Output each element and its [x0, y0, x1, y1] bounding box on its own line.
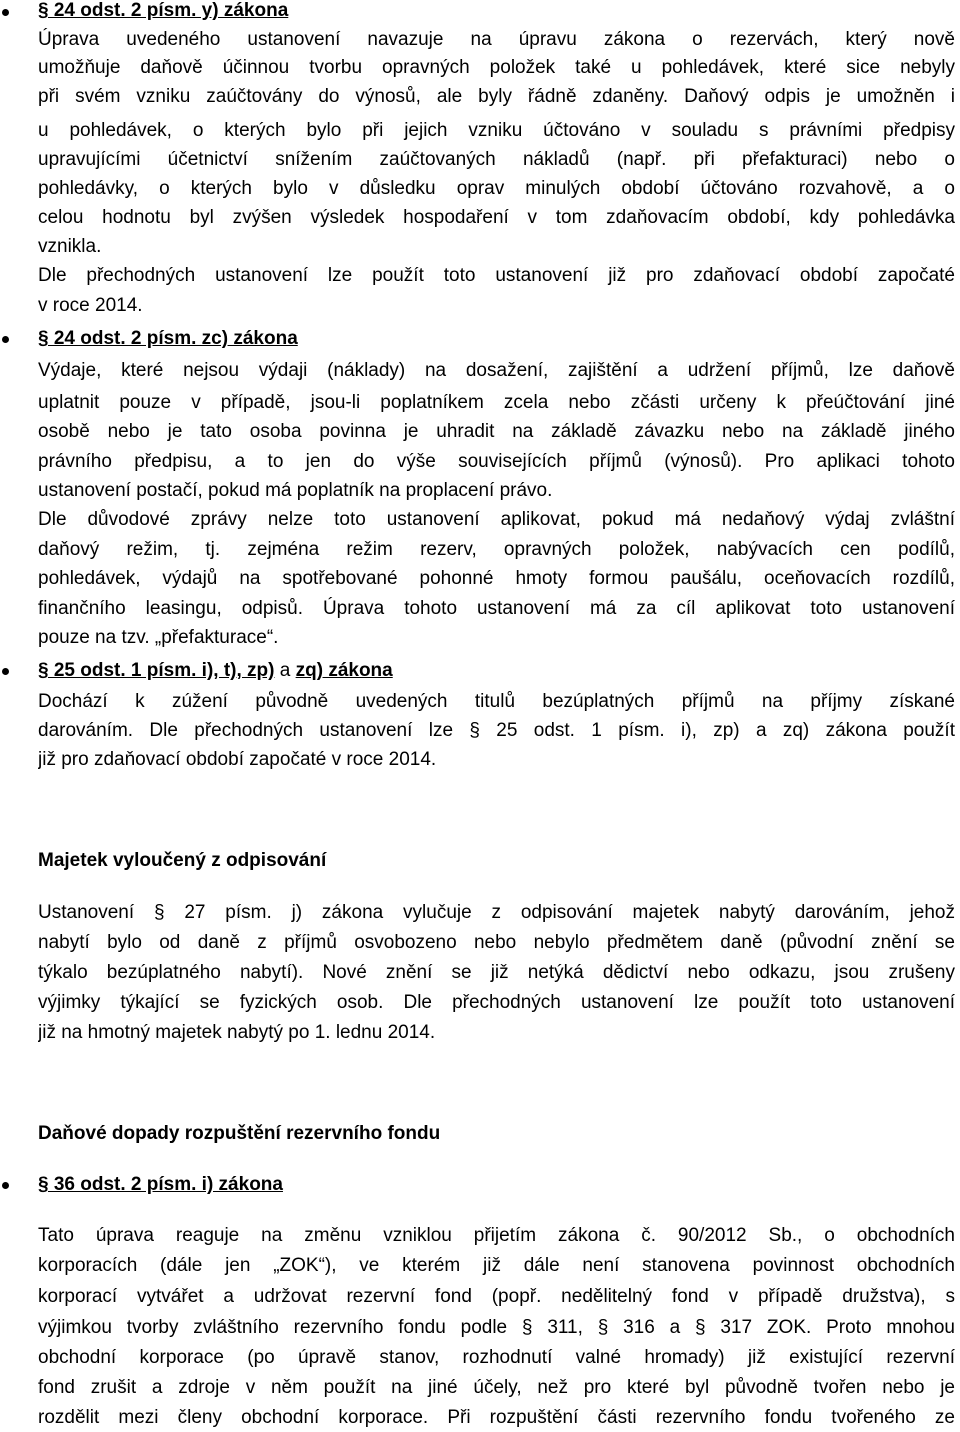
item-heading-24-zc: § 24 odst. 2 písm. zc) zákona	[38, 328, 298, 349]
paragraph-line: Ustanovení § 27 písm. j) zákona vylučuje z odpisování majetek nabytý darováním, jehož	[38, 902, 955, 923]
paragraph-line: výjimky týkající se fyzických osob. Dle přechodných ustanovení lze použít toto ustanovení	[38, 992, 955, 1013]
paragraph-line: fond zrušit a zdroje v něm použít na jiné účely, než pro které byl původně tvořen nebo je	[38, 1377, 955, 1398]
paragraph-line: daňový režim, tj. zejména režim rezerv, opravných položek, nabývacích cen podílů,	[38, 539, 955, 560]
paragraph-line: při svém vzniku zaúčtovány do výnosů, ale byly řádně zdaněny. Daňový odpis je umožněn i	[38, 86, 955, 107]
paragraph-line: Dle důvodové zprávy nelze toto ustanovení aplikovat, pokud má nedaňový výdaj zvláštní	[38, 509, 955, 530]
paragraph-line: nabytí bylo od daně z příjmů osvobozeno nebo nebylo předmětem daně (původní znění se	[38, 932, 955, 953]
paragraph-line: týkalo bezúplatného nabytí). Nové znění se již netýká dědictví nebo odkazu, jsou zrušeny	[38, 962, 955, 983]
paragraph-line: Výdaje, které nejsou výdaji (náklady) na dosažení, zajištění a udržení příjmů, lze daňově	[38, 360, 955, 381]
paragraph-line: pohledávky, o kterých bylo v důsledku oprav minulých období účtováno rozvahově, a o	[38, 178, 955, 199]
paragraph-line: obchodní korporace (po úpravě stanov, rozhodnutí valné hromady) již existující rezervní	[38, 1347, 955, 1368]
paragraph-line: rozdělit mezi členy obchodní korporace. Při rozpuštění části rezervního fondu tvořeného ze	[38, 1407, 955, 1428]
paragraph-line: Dle přechodných ustanovení lze použít toto ustanovení již pro zdaňovací období započaté	[38, 265, 955, 286]
paragraph-line: celou hodnotu byl zvýšen výsledek hospodaření v tom zdaňovacím období, kdy pohledávka	[38, 207, 955, 228]
paragraph-line: Úprava uvedeného ustanovení navazuje na úpravu zákona o rezervách, který nově	[38, 29, 955, 50]
paragraph-line: již na hmotný majetek nabytý po 1. lednu 2014.	[38, 1022, 436, 1043]
paragraph-line: korporací vytvářet a udržovat rezervní fond (popř. nedělitelný fond v případě družstva), s	[38, 1286, 955, 1307]
paragraph-line: u pohledávek, o kterých bylo při jejich vzniku účtováno v souladu s právními předpisy	[38, 120, 955, 141]
section-heading-rezervni-fond: Daňové dopady rozpuštění rezervního fondu	[38, 1123, 441, 1144]
paragraph-line: uplatnit pouze v případě, jsou-li poplatníkem zcela nebo zčásti určeny k přeúčtování jiné	[38, 392, 955, 413]
paragraph-line: výjimkou tvorby zvláštního rezervního fondu podle § 311, § 316 a § 317 ZOK. Proto mnohou	[38, 1317, 955, 1338]
item-heading-24-y: § 24 odst. 2 písm. y) zákona	[38, 0, 289, 21]
paragraph-line: vznikla.	[38, 236, 102, 257]
bullet-icon	[2, 668, 9, 675]
item-heading-25: § 25 odst. 1 písm. i), t), zp) a zq) zákona	[38, 660, 393, 681]
paragraph-line: v roce 2014.	[38, 295, 143, 316]
paragraph-line: darováním. Dle přechodných ustanovení lze § 25 odst. 1 písm. i), zp) a zq) zákona použít	[38, 720, 955, 741]
bullet-icon	[2, 1182, 9, 1189]
paragraph-line: Dochází k zúžení původně uvedených titulů bezúplatných příjmů na příjmy získané	[38, 691, 955, 712]
paragraph-line: Tato úprava reaguje na změnu vzniklou přijetím zákona č. 90/2012 Sb., o obchodních	[38, 1225, 955, 1246]
paragraph-line: upravujícími účetnictví snížením zaúčtovaných nákladů (např. při přefakturaci) nebo o	[38, 149, 955, 170]
paragraph-line: pohledávek, výdajů na spotřebované pohonné hmoty formou paušálu, oceňovacích rozdílů,	[38, 568, 955, 589]
paragraph-line: finančního leasingu, odpisů. Úprava tohoto ustanovení má za cíl aplikovat toto ustanovení	[38, 598, 955, 619]
paragraph-line: osobě nebo je tato osoba povinna je uhradit na základě závazku nebo na základě jiného	[38, 421, 955, 442]
section-heading-majetek: Majetek vyloučený z odpisování	[38, 850, 327, 871]
bullet-icon	[2, 336, 9, 343]
paragraph-line: korporacích (dále jen „ZOK“), ve kterém již dále není stanovena povinnost obchodních	[38, 1255, 955, 1276]
bullet-icon	[2, 9, 9, 16]
paragraph-line: právního předpisu, a to jen do výše souvisejících příjmů (výnosů). Pro aplikaci tohoto	[38, 451, 955, 472]
paragraph-line: umožňuje daňově účinnou tvorbu opravných položek také u pohledávek, které sice nebyly	[38, 57, 955, 78]
paragraph-line: pouze na tzv. „přefakturace“.	[38, 627, 279, 648]
paragraph-line: již pro zdaňovací období započaté v roce 2014.	[38, 749, 437, 770]
item-heading-36: § 36 odst. 2 písm. i) zákona	[38, 1174, 283, 1195]
paragraph-line: ustanovení postačí, pokud má poplatník na proplacení právo.	[38, 480, 553, 501]
